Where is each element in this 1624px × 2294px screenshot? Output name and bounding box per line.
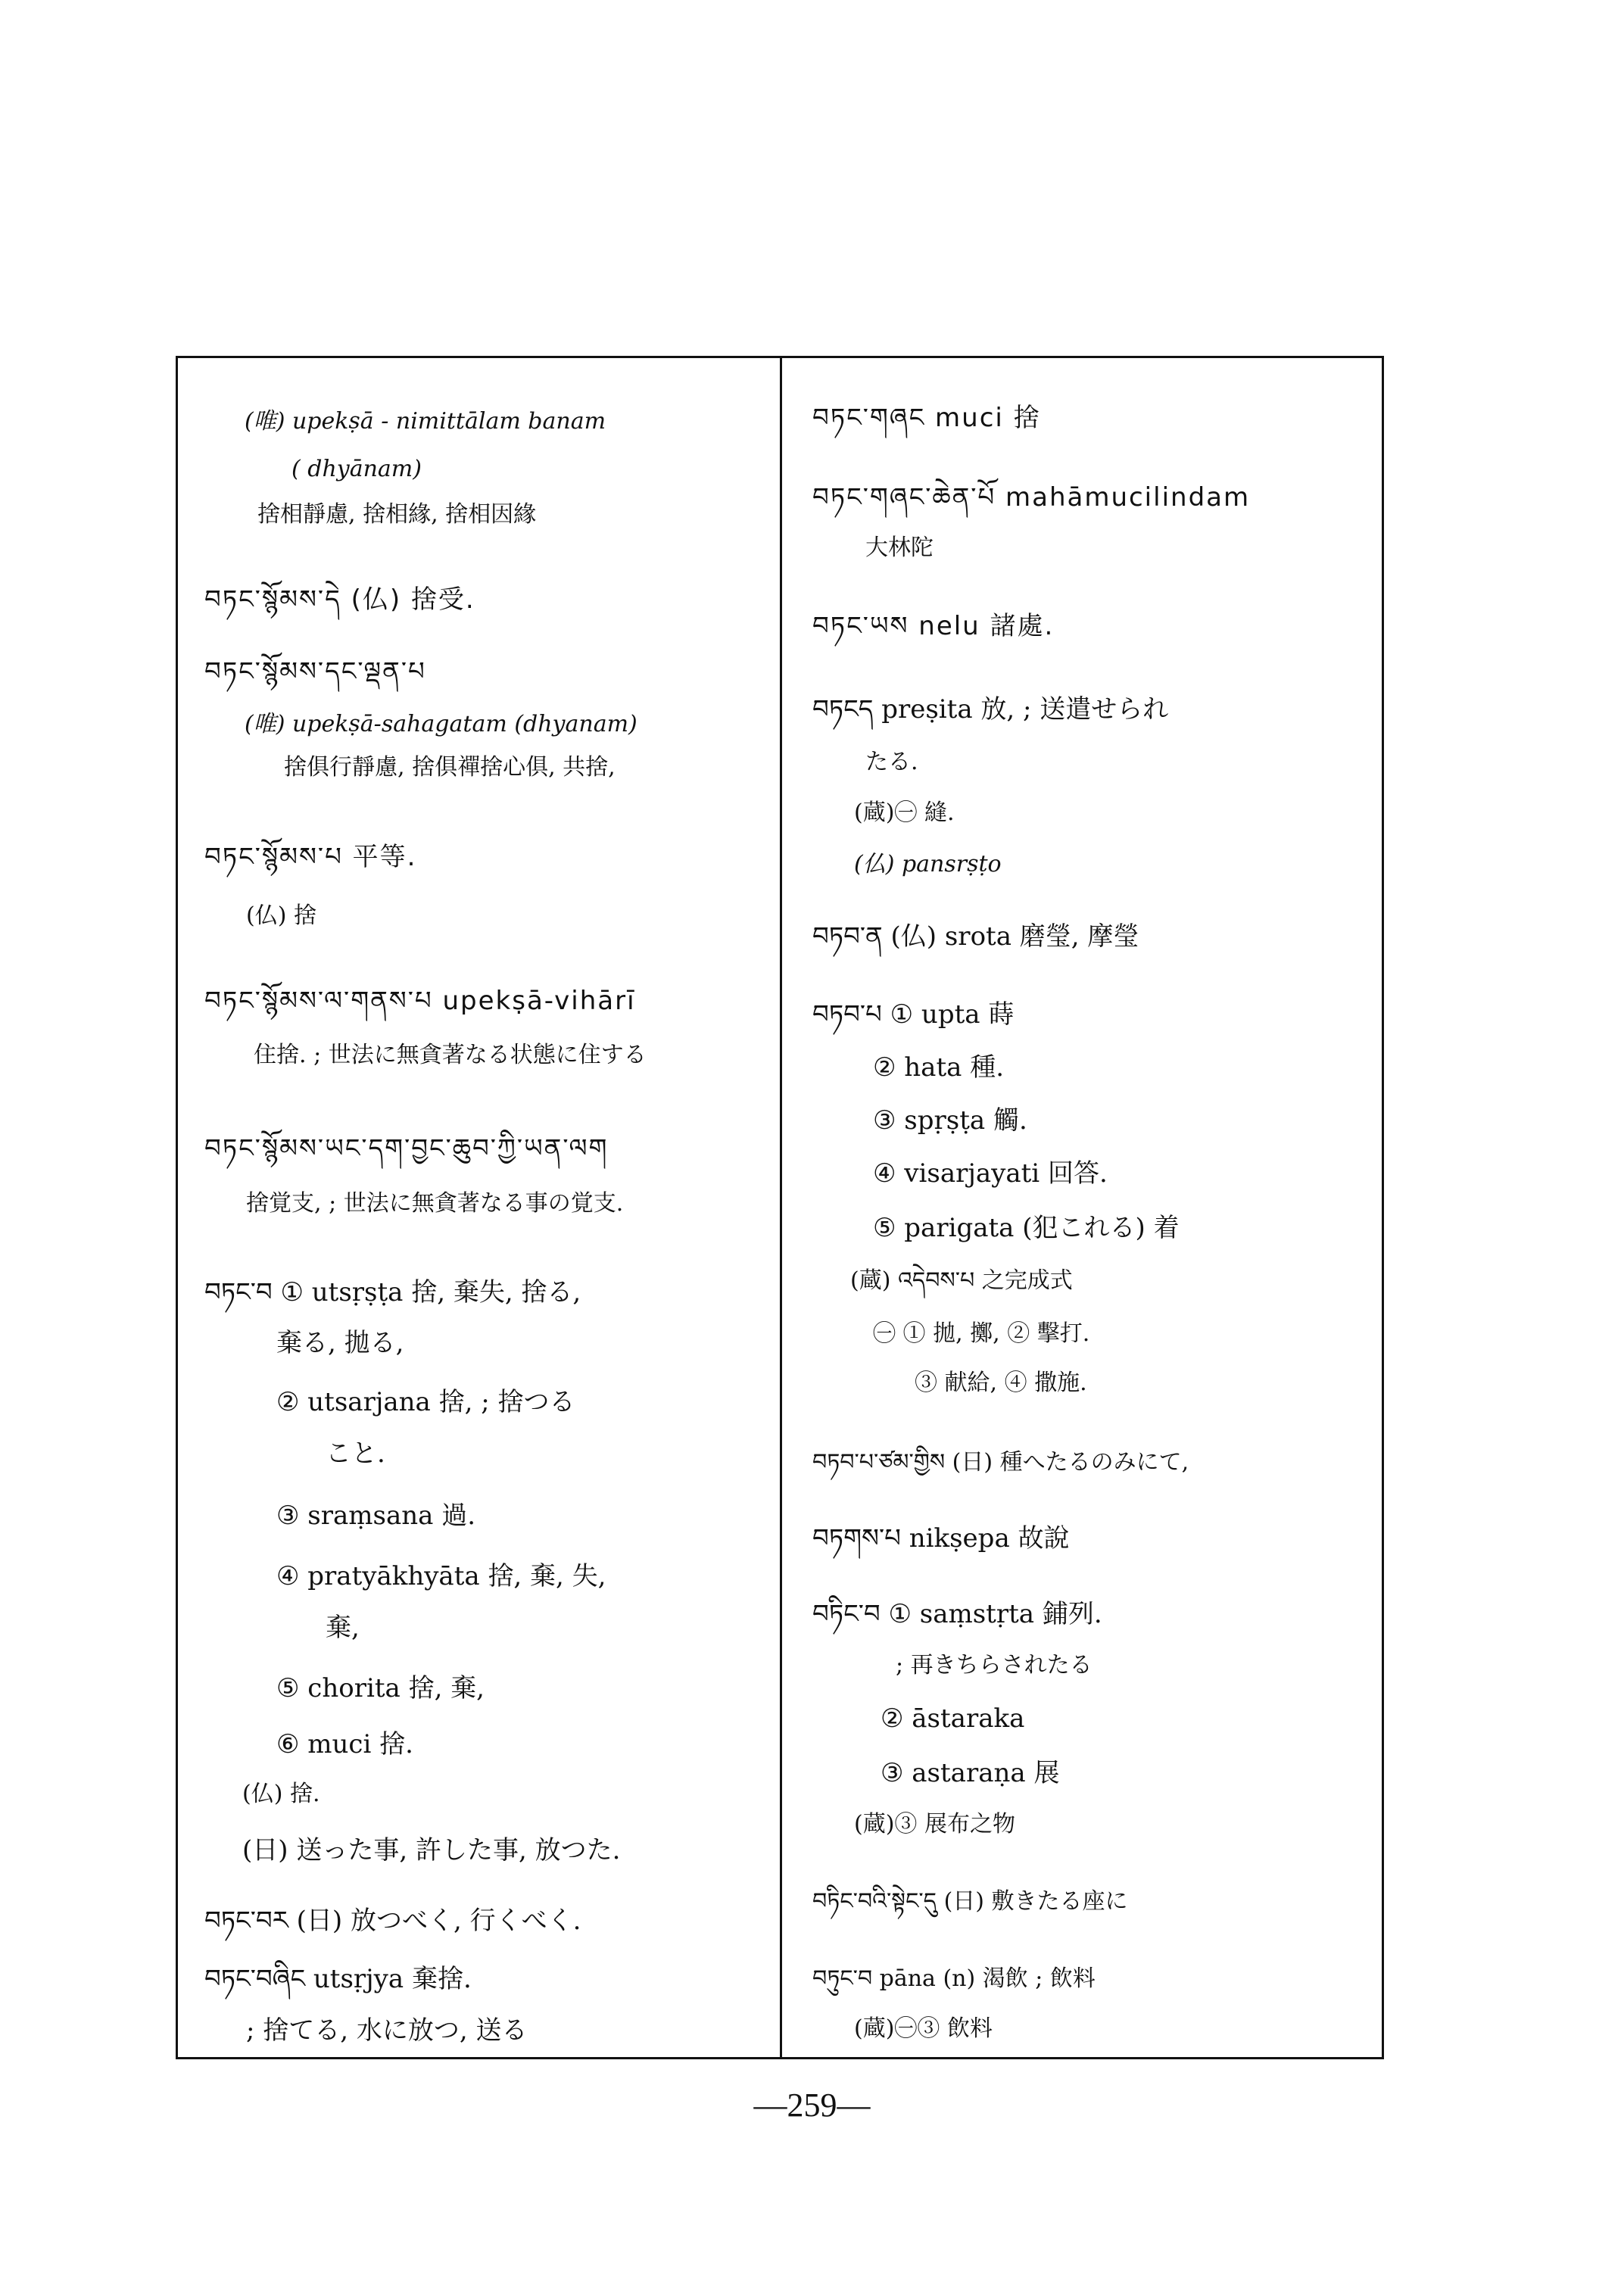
entry-headword: བཏང་ཡས nelu 諸處.	[812, 611, 1055, 641]
entry-line: ② utsarjana 捨, ; 捨つる	[276, 1387, 575, 1417]
entry-line: (仏) 捨	[246, 902, 316, 929]
entry-line: ④ visarjayati 回答.	[873, 1158, 1108, 1189]
entry-headword: བཏང་བ ① utsṛṣṭa 捨, 棄失, 捨る,	[204, 1277, 581, 1308]
entry-line: 棄る, 拋る,	[276, 1328, 404, 1358]
entry-line: (日) 送った事, 許した事, 放つた.	[242, 1835, 621, 1865]
entry-line: ; 再きちらされたる	[896, 1652, 1093, 1678]
entry-headword: བཏང་བར (日) 放つべく, 行くべく.	[204, 1906, 581, 1936]
entry-headword: བཏངད preṣita 放, ; 送遣せられ	[812, 694, 1169, 725]
entry-headword: བཏང་གཞང་ཆེན་པོ mahāmucilindam	[812, 482, 1251, 513]
entry-line: (唯) upekṣā - nimittālam banam	[245, 408, 606, 435]
entry-headword: བཏང་སྙོམས་དང་ལྡན་པ	[204, 656, 426, 687]
entry-headword: བཏགས་པ nikṣepa 故說	[812, 1523, 1070, 1554]
entry-line: 棄,	[326, 1613, 360, 1643]
entry-line: (蔵)③ 展布之物	[854, 1811, 1015, 1837]
entry-line: ⑥ muci 捨.	[276, 1729, 413, 1759]
entry-line: 大林陀	[865, 535, 934, 561]
page-number: —259—	[753, 2087, 871, 2124]
entry-line: (仏) 捨.	[242, 1781, 320, 1807]
entry-headword: བཏབ་ན (仏) srota 磨瑩, 摩瑩	[812, 921, 1139, 952]
entry-line: ③ astaraṇa 展	[881, 1758, 1060, 1788]
left-column	[178, 356, 780, 2059]
entry-line: ② āstaraka	[881, 1703, 1025, 1734]
entry-line: 捨俱行靜慮, 捨俱禪捨心俱, 共捨,	[284, 754, 616, 781]
entry-line: (蔵)㊀③ 飲料	[854, 2015, 993, 2042]
entry-line: 住捨. ; 世法に無貪著なる状態に住する	[254, 1042, 647, 1068]
entry-line: たる.	[865, 749, 918, 775]
entry-line: ④ pratyākhyāta 捨, 棄, 失,	[276, 1561, 606, 1591]
entry-headword: བཏིང་བའི་སྟེང་དུ (日) 敷きたる座に	[812, 1888, 1128, 1915]
entry-line: (仏) pansrṣṭo	[854, 851, 1002, 877]
entry-line: (蔵)㊀ 縫.	[854, 799, 955, 826]
entry-line: ② hata 種.	[873, 1052, 1005, 1083]
entry-line: (唯) upekṣā-sahagatam (dhyanam)	[245, 711, 637, 737]
entry-line: (蔵) འདེབས་པ 之完成式	[850, 1267, 1073, 1294]
entry-line: ; 捨てる, 水に放つ, 送る	[246, 2015, 528, 2046]
entry-line: こと.	[326, 1438, 385, 1469]
entry-headword: བཏུང་བ pāna (n) 渴飲 ; 飲料	[812, 1965, 1096, 1992]
entry-headword: བཏིང་བ ① saṃstṛta 鋪列.	[812, 1599, 1102, 1629]
right-column	[782, 356, 1382, 2059]
entry-line: ⑤ chorita 捨, 棄,	[276, 1673, 485, 1703]
entry-line: 捨覚支, ; 世法に無貪著なる事の覚支.	[246, 1190, 624, 1217]
entry-line: ⑤ parigata (犯これる) 着	[873, 1213, 1180, 1243]
entry-headword: བཏབ་པ ① upta 蒔	[812, 999, 1015, 1030]
entry-line: ( dhyānam)	[291, 456, 422, 482]
entry-headword: བཏང་བཞིང utsṛjya 棄捨.	[204, 1964, 472, 1994]
entry-headword: བཏང་སྙོམས་པ 平等.	[204, 842, 417, 872]
entry-line: ③ 献給, ④ 撒施.	[915, 1370, 1087, 1396]
entry-line: ③ sraṃsana 過.	[276, 1501, 476, 1531]
entry-headword: བཏང་སྙོམས་ལ་གནས་པ upekṣā-vihārī	[204, 986, 636, 1016]
entry-headword: བཏང་སྙོམས་དེ (仏) 捨受.	[204, 584, 475, 615]
entry-line: ㊀ ① 拋, 擲, ② 擊打.	[873, 1320, 1090, 1347]
entry-headword: བཏང་སྙོམས་ཡང་དག་བྱང་ཆུབ་ཀྱི་ཡན་ལག	[204, 1133, 609, 1164]
entry-headword: བཏང་གཞང muci 捨	[812, 403, 1041, 433]
entry-line: ③ spṛṣṭa 觸.	[873, 1105, 1027, 1136]
entry-headword: བཏབ་པ་ཙམ་གྱིས (日) 種へたるのみにて,	[812, 1449, 1189, 1476]
entry-line: 捨相靜慮, 捨相緣, 捨相因緣	[257, 501, 537, 528]
